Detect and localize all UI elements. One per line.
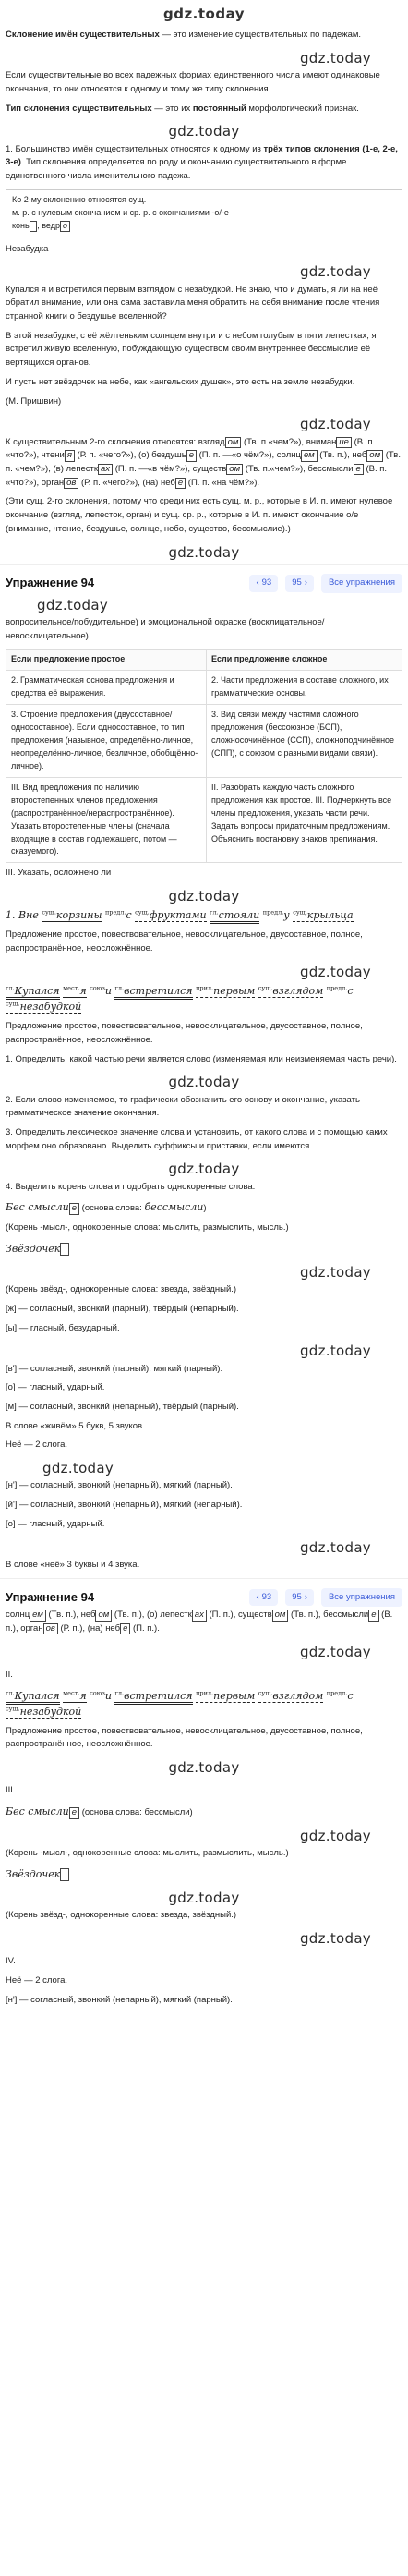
word-text: незабудкой [19, 1001, 82, 1014]
intro-p3-rest: морфологический признак. [246, 103, 359, 114]
analysis-text: (В. п. «что?»), орган [6, 464, 388, 488]
answer-head: III. Указать, осложнено ли [6, 868, 112, 879]
phonetic-line: Неё — 2 слога. [6, 1975, 67, 1986]
ending-box: о [60, 221, 70, 232]
zero-ending-box [60, 1868, 69, 1881]
watermark: gdz.today [37, 596, 109, 614]
ending-box: е [69, 1203, 79, 1214]
sentence-word [196, 985, 255, 998]
all-exercises-button[interactable]: Все упражнения [321, 574, 402, 593]
table-row [6, 777, 402, 863]
pos-mark: прил. [196, 1689, 214, 1696]
ending-box: е [186, 450, 197, 461]
table-lead [0, 616, 408, 643]
word-text: с [347, 1689, 354, 1702]
watermark: gdz.today [42, 1460, 114, 1477]
zero-ending-box [60, 1243, 69, 1256]
term-declension: Склонение имён существительных [6, 30, 160, 41]
endings-text: (В. п.), орган [6, 1610, 393, 1634]
analysis-text: (Тв. п.«чем?»), бессмысли [243, 464, 354, 474]
ending-box: ом [366, 450, 383, 461]
word-text: с [126, 909, 132, 922]
pos-mark: сущ. [293, 908, 307, 917]
watermark: gdz.today [299, 1343, 371, 1360]
next-exercise-label: 95 [292, 1591, 302, 1602]
chevron-left-icon: ‹ [256, 1591, 259, 1602]
watermark: gdz.today [299, 416, 371, 433]
table-cell: 3. Строение предложения (двусоставное/односоставное). Если односоставное, то тип предложения (назывное, определённо-личное, неопределённо-личное, безличное, обобщённо-личное). [6, 705, 207, 778]
word-text: первым [213, 1689, 256, 1702]
word-text: встретился [124, 985, 193, 998]
prev-exercise-button[interactable] [249, 575, 278, 592]
pos-mark: гл. [6, 984, 15, 992]
word-1-base: бессмысли [144, 1201, 204, 1214]
phonetic-line: В слове «живём» 5 букв, 5 звуков. [6, 1420, 145, 1431]
example-word-vedr: ведр [42, 220, 60, 230]
pos-mark: гл. [114, 984, 125, 992]
ending-box: я [65, 450, 75, 461]
watermark: gdz.today [299, 1643, 371, 1660]
word-2 [6, 1241, 402, 1257]
sentence-word [210, 909, 259, 924]
sentence-2 [6, 983, 402, 1015]
ending-box: е [69, 1807, 79, 1818]
sentence-word: 1. Вне [6, 909, 39, 922]
sentence-word [63, 1690, 87, 1703]
pos-mark: предл. [262, 908, 284, 917]
sentence-word [196, 1690, 255, 1703]
task-2: 2. Если слово изменяемое, то графически обозначить его основу и окончание, указать грамматическое значение окончания. [6, 1094, 360, 1119]
sentence-1 [6, 907, 402, 923]
sentence-word [258, 1690, 324, 1703]
intro-p3-mid: — это их [151, 103, 193, 114]
ending-box: ах [192, 1610, 207, 1621]
watermark: gdz.today [299, 963, 371, 980]
prev-exercise-button[interactable] [249, 1589, 278, 1607]
table-cell: II. Разобрать каждую часть сложного предложения как простое. III. Подчеркнуть все члены предложения, указать части речи. Задать вопросы придаточным предложениям. Объяснить постановку знаков препинания. [206, 777, 402, 863]
text-p1: Купался я и встретился первым взглядом с незабудкой. Не знаю, что и думать, я ли на неё обратил внимание, или она сама заставила меня обратить на себя внимание после чтения странной книги о бездушье вселенной? [6, 284, 380, 322]
endings-text: (Тв. п.), неб [45, 1610, 96, 1621]
watermark: gdz.today [299, 1929, 371, 1947]
analysis-text: (Р. п. «чего?»), (на) неб [78, 477, 175, 488]
word-text: встретился [124, 1689, 193, 1702]
pos-mark: сущ. [258, 1689, 273, 1696]
analysis-text: (Тв. п. «чем?»), (в) лепестк [6, 450, 401, 474]
answer-section [0, 867, 408, 1572]
comparison-table [6, 649, 402, 863]
pos-mark: сущ. [6, 1705, 20, 1713]
word-1-roots: (Корень -мысл-, однокоренные слова: мыслить, размыслить, мысль.) [6, 1848, 289, 1859]
analysis-text: (П. п. —«в чём?»), существ [113, 464, 227, 474]
intro-p3 [6, 103, 402, 116]
endings-text: (П. п.), существ [206, 1610, 272, 1621]
pos-mark: сущ. [258, 984, 273, 992]
analysis-text: (В. п. «что?»), чтени [6, 436, 376, 461]
watermark: gdz.today [168, 1160, 240, 1178]
phonetic-line: [ы] — гласный, безударный. [6, 1322, 120, 1333]
sentence-word [6, 1706, 81, 1719]
ending-box: ем [30, 1610, 46, 1621]
endings-text: (П. п.). [130, 1622, 160, 1634]
exercise-nav-bar [0, 564, 408, 595]
text-title: Незабудка [6, 243, 49, 254]
rule-line1: Ко 2-му склонению относятся сущ. [12, 194, 147, 204]
ending-box: ем [301, 450, 318, 461]
text-p3: И пусть нет звёздочек на небе, как «ангельских душек», это есть на земле незабудки. [6, 376, 355, 387]
pos-mark: сущ. [6, 1000, 20, 1008]
word-text: крыльца [306, 909, 354, 922]
endings-text: (Тв. п.), бессмысли [288, 1610, 369, 1621]
sentence-word [135, 909, 206, 922]
sentence-word [63, 985, 87, 998]
sentence-word [258, 985, 324, 998]
term-type: Тип склонения существительных [6, 103, 152, 114]
phonetic-line: [о] — гласный, ударный. [6, 1518, 105, 1529]
ending-box: ов [64, 478, 78, 489]
word-1-roots: (Корень -мысл-, однокоренные слова: мыслить, размыслить, мысль.) [6, 1222, 289, 1233]
section-4-label: IV. [6, 1956, 16, 1967]
sentence-2-desc: Предложение простое, повествовательное, невосклицательное, двусоставное, полное, распространённое, неосложнённое. [6, 1021, 363, 1045]
sentence-word [42, 909, 102, 922]
ending-box: ом [226, 464, 243, 475]
next-exercise-button[interactable] [285, 1589, 314, 1607]
prev-exercise-label: 93 [261, 577, 272, 588]
intro-p4-a: 1. Большинство имён существительных относятся к одному из [6, 143, 264, 154]
term-three-types: трёх типов склонения (1-е, 2-е, 3-е) [6, 143, 398, 168]
word-1-analysis-2 [6, 1804, 402, 1820]
word-text: взглядом [272, 985, 324, 998]
intro-section [0, 29, 408, 184]
ending-box: ах [98, 464, 113, 475]
analysis-paragraph [6, 436, 402, 491]
all-exercises-button[interactable]: Все упражнения [321, 1588, 402, 1608]
pos-mark: прил. [196, 984, 214, 992]
ending-box: е [368, 1610, 378, 1621]
next-exercise-button[interactable] [285, 575, 314, 592]
word-2-text: Звёздочек [6, 1867, 61, 1880]
ending-box: ом [272, 1610, 289, 1621]
word-2-text: Звёздочек [6, 1242, 61, 1255]
intro-p1 [6, 29, 402, 43]
site-logo[interactable]: gdz.today [162, 6, 246, 22]
word-1-close: ) [203, 1203, 207, 1214]
endings-text: (Р. п.), (на) неб [57, 1622, 121, 1634]
word-text: я [79, 1689, 87, 1702]
sentence-word [327, 985, 354, 997]
phonetic-line: [н'] — согласный, звонкий (непарный), мягкий (парный). [6, 1480, 233, 1491]
sentence-word [105, 909, 132, 921]
pos-mark: предл. [104, 908, 126, 917]
watermark: gdz.today [299, 1827, 371, 1844]
word-text: первым [213, 985, 256, 998]
analysis-text: (Тв. п.), неб [317, 450, 367, 461]
endings-text: солнц [6, 1610, 30, 1621]
word-1: Бес смысли [6, 1805, 69, 1818]
prev-exercise-label: 93 [261, 1591, 272, 1602]
watermark: gdz.today [299, 1263, 371, 1281]
pos-mark: союз [90, 1689, 105, 1696]
phonetic-line: [н'] — согласный, звонкий (непарный), мягкий (парный). [6, 1994, 233, 2005]
pos-mark: сущ. [135, 908, 150, 917]
table-row [6, 671, 402, 705]
task-1: 1. Определить, какой частью речи является слово (изменяемая или неизменяемая часть речи). [6, 1053, 397, 1064]
task-4: 4. Выделить корень слова и подобрать однокоренные слова. [6, 1181, 256, 1192]
sentence-word [114, 985, 192, 1000]
example-word-kon: конь [12, 220, 30, 230]
phonetic-line: [о] — гласный, ударный. [6, 1382, 105, 1393]
word-text: Купался [14, 985, 60, 998]
chevron-left-icon: ‹ [256, 577, 259, 588]
table-cell: III. Вид предложения по наличию второстепенных членов предложения (распространённое/нераспространённое). Указать второстепенные члены (сначала входящие в состав подлежащего, потом — сказуемого). [6, 777, 207, 863]
sentence-2-repeat [6, 1688, 402, 1719]
phonetic-line: Неё — 2 слога. [6, 1440, 67, 1451]
watermark: gdz.today [299, 49, 371, 67]
pos-mark: союз [90, 984, 105, 992]
next-exercise-label: 95 [292, 577, 302, 588]
word-text: и [104, 985, 112, 998]
pos-mark: гл. [210, 908, 219, 917]
table-row [6, 705, 402, 778]
section-2-label: II. [6, 1669, 13, 1680]
word-text: стояли [218, 909, 260, 922]
word-text: я [79, 985, 87, 998]
ending-box: ом [225, 437, 242, 448]
sentence-desc: Предложение простое, повествовательное, невосклицательное, двусоставное, полное, распространённое, неосложнённое. [6, 1725, 363, 1750]
text-author: (М. Пришвин) [6, 395, 62, 407]
pos-mark: мест. [63, 1689, 80, 1696]
chevron-right-icon: › [304, 577, 307, 588]
rule-box [6, 189, 402, 237]
pos-mark: гл. [6, 1689, 15, 1696]
sentence-word [6, 985, 60, 1000]
phonetic-line: [ж] — согласный, звонкий (парный), твёрдый (непарный). [6, 1303, 239, 1314]
watermark: gdz.today [168, 888, 240, 905]
word-text: у [283, 909, 290, 922]
phonetic-line: [м] — согласный, звонкий (непарный), твёрдый (парный). [6, 1402, 239, 1412]
word-text: взглядом [272, 1689, 324, 1702]
intro-p4-rest: . Тип склонения определяется по роду и окончанию существительного в форме единственного числа именительного падежа. [6, 157, 347, 182]
table-header-row [6, 650, 402, 671]
sentence-word [327, 1690, 354, 1702]
sentence-word [293, 909, 353, 922]
endings-text: (Тв. п.), (о) лепестк [112, 1610, 192, 1621]
analysis-text: (П. п. —«о чём?»), солнц [196, 450, 301, 461]
ending-box: ие [336, 437, 352, 448]
sentence-1-desc: Предложение простое, повествовательное, невосклицательное, двусоставное, полное, распространённое, неосложнённое. [6, 930, 363, 954]
word-2-roots: (Корень звёзд-, однокоренные слова: звезда, звёздный.) [6, 1284, 237, 1295]
pos-mark: гл. [114, 1689, 125, 1696]
word-1-desc: (основа слова: [79, 1203, 145, 1214]
table-header-complex: Если предложение сложное [206, 650, 402, 671]
watermark: gdz.today [168, 123, 240, 140]
phonetic-line: [й'] — согласный, звонкий (непарный), мягкий (непарный). [6, 1500, 243, 1511]
word-text: и [104, 1689, 112, 1702]
word-1-desc: (основа слова: бессмысли) [81, 1807, 193, 1818]
word-1-analysis [6, 1199, 402, 1216]
section-3-label: III. [6, 1785, 16, 1796]
sentence-word [6, 1690, 60, 1705]
sentence-word [6, 1001, 81, 1014]
text-p2: В этой незабудке, с её жёлтеньким солнцем внутри и с небом голубым в пяти лепестках, я встретил живую вселенную, побуждающую существом своим внутреннее бессмыслие её вертящихся органов. [6, 330, 377, 369]
pos-mark: мест. [63, 984, 80, 992]
word-text: корзины [55, 909, 102, 922]
rule-line2: м. р. с нулевым окончанием и ср. р. с окончаниями -о/-е [12, 207, 229, 217]
word-2-roots: (Корень звёзд-, однокоренные слова: звезда, звёздный.) [6, 1910, 237, 1921]
zero-ending-box [30, 221, 38, 232]
ending-box: е [175, 478, 186, 489]
answer-section-2 [0, 1609, 408, 2007]
word-text: фруктами [149, 909, 207, 922]
exercise-nav [249, 574, 402, 593]
chevron-right-icon: › [304, 1591, 307, 1602]
intro-p2: Если существительные во всех падежных формах единственного числа имеют одинаковые окончания, то они относятся к одному и тому же типу склонения. [6, 70, 380, 94]
text-section [0, 243, 408, 564]
table-lead-text: вопросительное/побудительное) и эмоциональной окраске (восклицательное/невосклицательное). [6, 616, 325, 641]
table-cell: 2. Грамматическая основа предложения и средства её выражения. [6, 671, 207, 705]
watermark: gdz.today [168, 1889, 240, 1906]
intro-p1-rest: — это изменение существительных по падежам. [159, 30, 362, 41]
exercise-nav [249, 1588, 402, 1608]
watermark: gdz.today [168, 1074, 240, 1091]
pos-mark: предл. [326, 1689, 348, 1696]
sentence-word [90, 985, 112, 997]
table-header-simple: Если предложение простое [6, 650, 207, 671]
word-1: Бес смысли [6, 1201, 69, 1214]
ending-box: ом [95, 1610, 112, 1621]
analysis-text: (Р. п. «чего?»), (о) бездушь [74, 450, 186, 461]
word-text: незабудкой [19, 1705, 82, 1718]
intro-p4 [6, 143, 402, 184]
ending-box: ов [43, 1623, 58, 1634]
pos-mark: предл. [326, 984, 348, 992]
watermark: gdz.today [299, 1538, 371, 1556]
endings-line [6, 1609, 402, 1635]
phonetic-line: [в'] — согласный, звонкий (парный), мягкий (парный). [6, 1363, 223, 1374]
analysis-intro: К существительным 2-го склонения относятся: взгляд [6, 436, 225, 447]
watermark: gdz.today [299, 263, 371, 281]
table-cell: 3. Вид связи между частями сложного предложения (бессоюзное (БСП), сложносочинённое (ССП), сложноподчинённое (СПП), с союзом с разными видами связи). [206, 705, 402, 778]
analysis-text: (Тв. п.«чем?»), вниман [241, 436, 337, 447]
word-2-repeat [6, 1866, 402, 1882]
analysis-note: (Эти сущ. 2-го склонения, потому что среди них есть сущ. м. р., которые в И. п. имеют нулевое окончание (взгляд, лепесток, орган) и сущ. ср. р., которые в И. п. имеют окончание о/е (внимание, чтение, бездушье, солнце, небо, существо, бессмыслие).) [6, 496, 393, 534]
ending-box: е [354, 464, 364, 475]
sentence-word [263, 909, 290, 921]
exercise-title: Упражнение 94 [6, 576, 95, 590]
term-constant: постоянный [192, 103, 246, 114]
exercise-title: Упражнение 94 [6, 1589, 95, 1604]
phonetic-line: В слове «неё» 3 буквы и 4 звука. [6, 1559, 140, 1570]
watermark: gdz.today [168, 543, 240, 561]
word-text: с [347, 985, 354, 998]
analysis-text: (П. п. «на чём?»). [186, 477, 260, 488]
exercise-nav-bar-2 [0, 1578, 408, 1610]
sentence-word [90, 1690, 112, 1702]
sentence-word [114, 1690, 192, 1705]
task-3: 3. Определить лексическое значение слова и установить, от какого слова и с помощью каких морфем оно образовано. Выделить суффиксы и приставки, если имеются. [6, 1127, 388, 1151]
word-text: Купался [14, 1689, 60, 1702]
ending-box: е [120, 1623, 130, 1634]
pos-mark: сущ. [42, 908, 56, 917]
rule-examples: конь , ведр о [12, 220, 396, 233]
table-cell: 2. Части предложения в составе сложного, их грамматические основы. [206, 671, 402, 705]
watermark: gdz.today [168, 1759, 240, 1777]
